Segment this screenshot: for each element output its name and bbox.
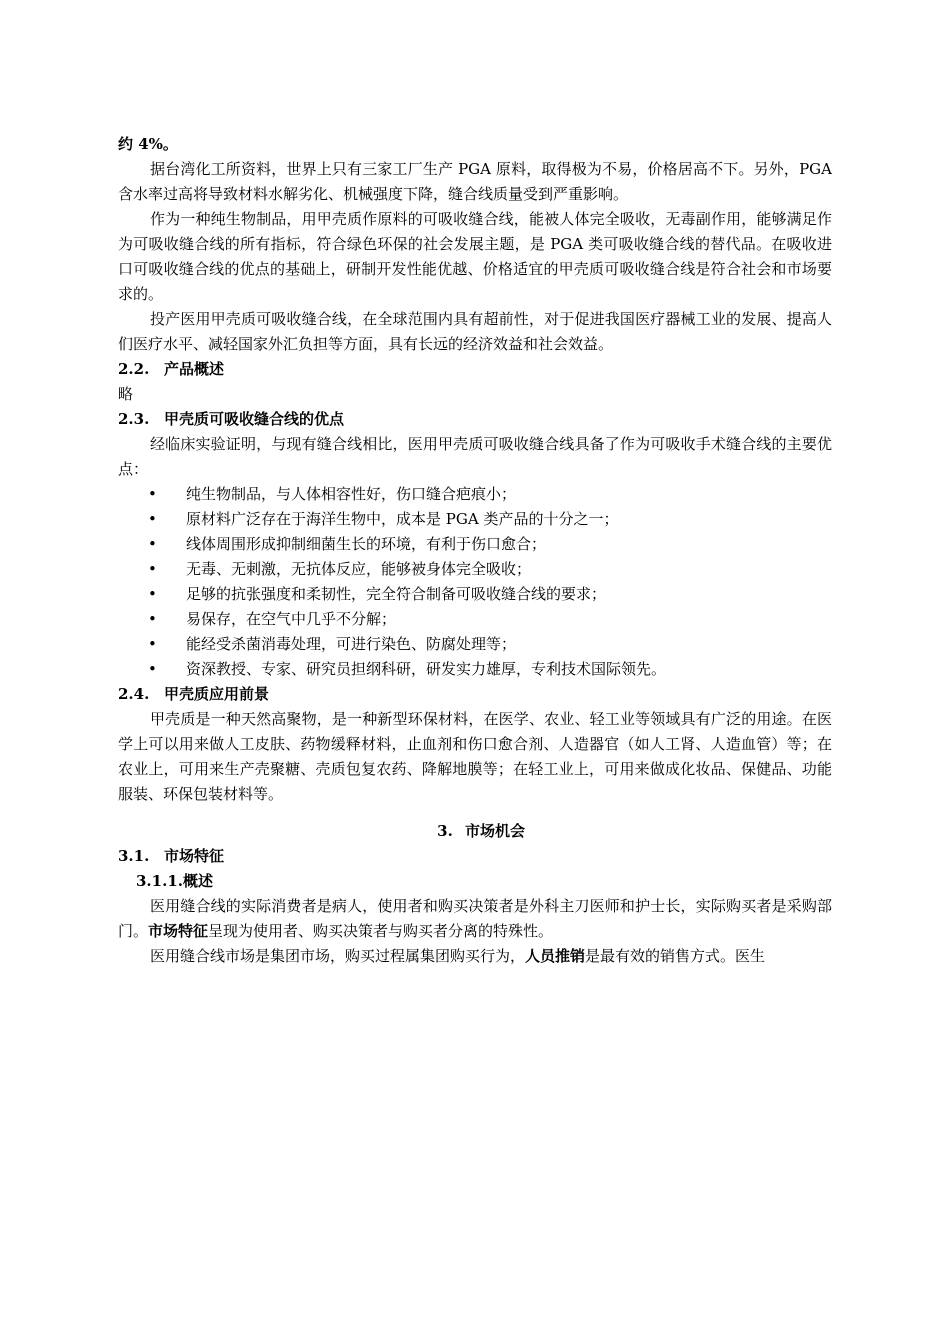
heading-number: 2.3. <box>118 410 150 428</box>
heading-number: 3.1. <box>118 847 150 865</box>
heading-2-4 <box>118 682 832 707</box>
list-item <box>118 557 832 582</box>
list-item <box>118 482 832 507</box>
list-item-text: 能经受杀菌消毒处理，可进行染色、防腐处理等； <box>186 635 517 653</box>
bullet-icon: • <box>148 560 157 578</box>
list-item-text: 足够的抗张强度和柔韧性，完全符合制备可吸收缝合线的要求； <box>186 585 607 603</box>
list-item-text: 资深教授、专家、研究员担纲科研，研发实力雄厚，专利技术国际领先。 <box>186 660 667 678</box>
bullet-icon: • <box>148 610 157 628</box>
heading-3 <box>118 819 832 844</box>
heading-number: 2.2. <box>118 360 150 378</box>
text-run: 呈现为使用者、购买决策者与购买者分离的特殊性。 <box>208 922 554 940</box>
text-run: 医用缝合线市场是集团市场，购买过程属集团购买行为， <box>150 947 526 965</box>
advantages-list <box>118 482 832 682</box>
text-run: 医用缝合线的实际消费者是病人，使用者和购买决策者是外科主刀医师和护士长，实际购买者是采购部门。 <box>118 897 832 940</box>
section-3-1-1-paragraph-2 <box>118 944 832 969</box>
list-item-text: 纯生物制品，与人体相容性好，伤口缝合疤痕小； <box>186 485 517 503</box>
top-line: 约 4%。 <box>118 135 178 153</box>
heading-title: 市场特征 <box>164 847 225 865</box>
text-run: 是最有效的销售方式。医生 <box>585 947 766 965</box>
section-2-3-intro: 经临床实验证明，与现有缝合线相比，医用甲壳质可吸收缝合线具备了作为可吸收手术缝合线的主要优点： <box>118 435 832 478</box>
list-item <box>118 582 832 607</box>
section-3-1-1-paragraph-1 <box>118 894 832 944</box>
list-item-text: 原材料广泛存在于海洋生物中，成本是 PGA 类产品的十分之一； <box>186 510 619 528</box>
heading-title: 产品概述 <box>164 360 225 378</box>
heading-2-2 <box>118 357 832 382</box>
list-item <box>118 657 832 682</box>
intro-paragraph-3: 投产医用甲壳质可吸收缝合线，在全球范围内具有超前性，对于促进我国医疗器械工业的发展、提高人们医疗水平、减轻国家外汇负担等方面，具有长远的经济效益和社会效益。 <box>118 310 832 353</box>
list-item <box>118 632 832 657</box>
heading-number: 2.4. <box>118 685 150 703</box>
heading-title: 甲壳质可吸收缝合线的优点 <box>164 410 345 428</box>
heading-2-3 <box>118 407 832 432</box>
bullet-icon: • <box>148 535 157 553</box>
list-item-text: 易保存，在空气中几乎不分解； <box>186 610 397 628</box>
heading-title: 市场机会 <box>464 822 525 840</box>
heading-3-1-1: 3.1.1.概述 <box>136 872 213 890</box>
bullet-icon: • <box>148 585 157 603</box>
heading-title: 甲壳质应用前景 <box>164 685 270 703</box>
emphasis-personal-selling: 人员推销 <box>525 947 586 965</box>
list-item-text: 线体周围形成抑制细菌生长的环境，有利于伤口愈合； <box>186 535 547 553</box>
heading-3-1 <box>118 844 832 869</box>
bullet-icon: • <box>148 510 157 528</box>
intro-paragraph-1: 据台湾化工所资料，世界上只有三家工厂生产 PGA 原料，取得极为不易，价格居高不下。另外，PGA 含水率过高将导致材料水解劣化、机械强度下降，缝合线质量受到严重影响。 <box>118 160 832 203</box>
section-2-4-body: 甲壳质是一种天然高聚物，是一种新型环保材料，在医学、农业、轻工业等领域具有广泛的用途。在医学上可以用来做人工皮肤、药物缓释材料，止血剂和伤口愈合剂、人造器官（如人工肾、人造血管）等；在农业上，可用来生产壳聚糖、壳质包复农药、降解地膜等；在轻工业上，可用来做成化妆品、保健品、功能服装、环保包装材料等。 <box>118 710 832 803</box>
emphasis-market-feature: 市场特征 <box>148 922 209 940</box>
bullet-icon: • <box>148 635 157 653</box>
intro-paragraph-2: 作为一种纯生物制品，用甲壳质作原料的可吸收缝合线，能被人体完全吸收，无毒副作用，能够满足作为可吸收缝合线的所有指标，符合绿色环保的社会发展主题，是 PGA 类可吸收缝合线的替代品。在吸收进口可吸收缝合线的优点的基础上，研制开发性能优越、价格适宜的甲壳质可吸收缝合线是符合社会和市场要求的。 <box>118 210 832 303</box>
bullet-icon: • <box>148 485 157 503</box>
list-item <box>118 507 832 532</box>
list-item <box>118 532 832 557</box>
list-item-text: 无毒、无刺激，无抗体反应，能够被身体完全吸收； <box>186 560 532 578</box>
bullet-icon: • <box>148 660 157 678</box>
section-2-2-body: 略 <box>118 385 134 403</box>
document-page <box>118 132 832 969</box>
heading-number: 3. <box>437 822 453 840</box>
list-item <box>118 607 832 632</box>
